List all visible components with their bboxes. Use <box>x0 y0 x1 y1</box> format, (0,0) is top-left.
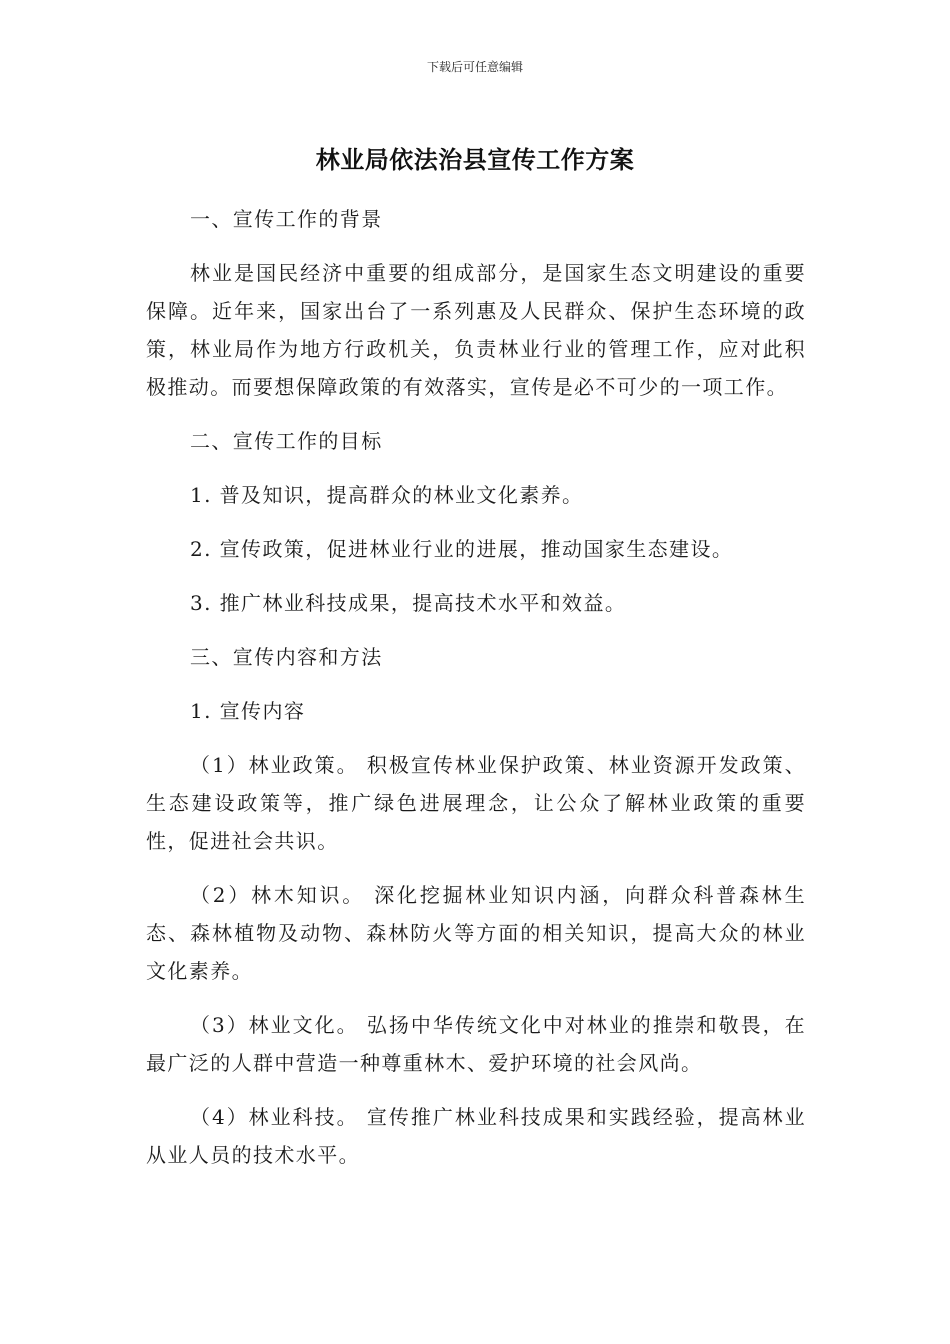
page-header-note: 下载后可任意编辑 <box>426 60 523 74</box>
content-item-culture: （3）林业文化。 弘扬中华传统文化中对林业的推崇和敬畏，在最广泛的人群中营造一种尊重林木、爱护环境的社会风尚。 <box>146 1013 806 1075</box>
document-body <box>146 200 806 1190</box>
content-item-technology: （4）林业科技。 宣传推广林业科技成果和实践经验，提高林业从业人员的技术水平。 <box>146 1105 806 1167</box>
section-heading-goals: 二、宣传工作的目标 <box>190 429 383 453</box>
content-item-policy: （1）林业政策。 积极宣传林业保护政策、林业资源开发政策、生态建设政策等，推广绿色进展理念，让公众了解林业政策的重要性，促进社会共识。 <box>146 753 806 853</box>
subsection-content: 1. 宣传内容 <box>190 699 306 723</box>
section-heading-background: 一、宣传工作的背景 <box>190 207 383 231</box>
goal-item-1: 1. 普及知识，提高群众的林业文化素养。 <box>190 483 584 507</box>
section-heading-content-methods: 三、宣传内容和方法 <box>190 645 383 669</box>
paragraph-background: 林业是国民经济中重要的组成部分，是国家生态文明建设的重要保障。近年来，国家出台了一系列惠及人民群众、保护生态环境的政策，林业局作为地方行政机关，负责林业行业的管理工作，应对此积极推动。而要想保障政策的有效落实，宣传是必不可少的一项工作。 <box>146 261 806 399</box>
goal-item-3: 3. 推广林业科技成果，提高技术水平和效益。 <box>190 591 627 615</box>
document-title: 林业局依法治县宣传工作方案 <box>315 146 635 174</box>
goal-item-2: 2. 宣传政策，促进林业行业的进展，推动国家生态建设。 <box>190 537 734 561</box>
content-item-knowledge: （2）林木知识。 深化挖掘林业知识内涵，向群众科普森林生态、森林植物及动物、森林防火等方面的相关知识，提高大众的林业文化素养。 <box>146 883 806 983</box>
